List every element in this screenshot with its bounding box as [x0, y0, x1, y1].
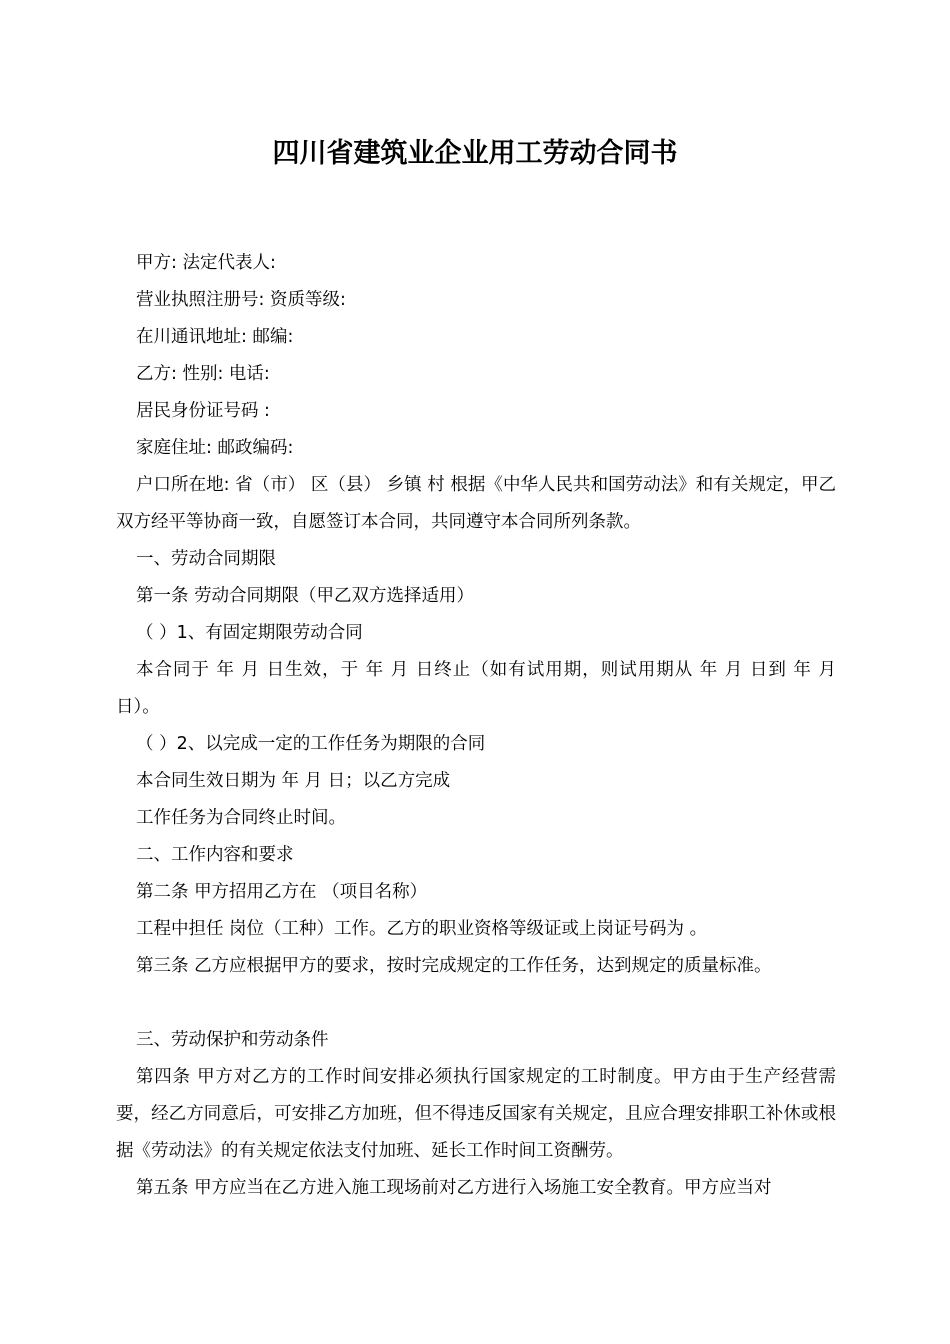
home-address-line: 家庭住址: 邮政编码: — [136, 438, 294, 458]
option-2-detail: 本合同生效日期为 年 月 日；以乙方完成 — [136, 771, 451, 791]
option-1-detail: 本合同于 年 月 日生效，于 年 月 日终止（如有试用期，则试用期从 年 月 日到 年 月 日）。 — [116, 660, 836, 717]
article-1: 第一条 劳动合同期限（甲乙双方选择适用） — [136, 586, 475, 606]
section-heading-3: 三、劳动保护和劳动条件 — [136, 1030, 329, 1050]
document-title: 四川省建筑业企业用工劳动合同书 — [272, 138, 678, 169]
article-5: 第五条 甲方应当在乙方进入施工现场前对乙方进行入场施工安全教育。甲方应当对 — [136, 1178, 772, 1198]
article-2-cont: 工程中担任 岗位（工种）工作。乙方的职业资格等级证或上岗证号码为 。 — [136, 919, 708, 939]
option-2: （ ）2、以完成一定的工作任务为期限的合同 — [136, 734, 486, 754]
party-a-line: 甲方: 法定代表人: — [136, 253, 276, 273]
license-line: 营业执照注册号: 资质等级: — [136, 290, 346, 310]
party-b-line: 乙方: 性别: 电话: — [136, 364, 270, 384]
section-heading-2: 二、工作内容和要求 — [136, 845, 294, 865]
section-heading-1: 一、劳动合同期限 — [136, 549, 276, 569]
article-3: 第三条 乙方应根据甲方的要求，按时完成规定的工作任务，达到规定的质量标准。 — [136, 956, 772, 976]
document-body — [116, 245, 836, 1207]
id-number-line: 居民身份证号码 : — [136, 401, 270, 421]
address-line: 在川通讯地址: 邮编: — [136, 327, 294, 347]
option-2-detail-cont: 工作任务为合同终止时间。 — [136, 808, 346, 828]
paragraph-gap — [116, 985, 836, 1022]
option-1: （ ）1、有固定期限劳动合同 — [136, 623, 363, 643]
article-4: 第四条 甲方对乙方的工作时间安排必须执行国家规定的工时制度。甲方由于生产经营需要，经乙方同意后，可安排乙方加班，但不得违反国家有关规定，且应合理安排职工补休或根据《劳动法》的有关规定依法支付加班、延长工作时间工资酬劳。 — [116, 1067, 836, 1161]
preamble-paragraph: 户口所在地: 省（市） 区（县） 乡镇 村 根据《中华人民共和国劳动法》和有关规定，甲乙双方经平等协商一致，自愿签订本合同，共同遵守本合同所列条款。 — [116, 475, 836, 532]
article-2: 第二条 甲方招用乙方在 （项目名称） — [136, 882, 428, 902]
